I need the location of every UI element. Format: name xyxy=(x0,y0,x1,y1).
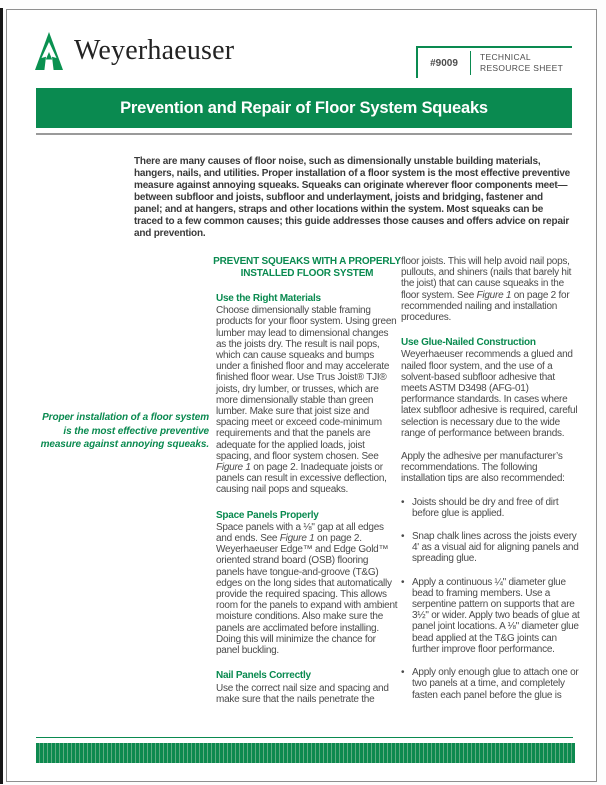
document-page xyxy=(6,9,597,782)
paragraph-adhesive-tips: Apply the adhesive per manufacturer’s recommendations. The following installation tips are also recommended: xyxy=(401,451,565,485)
section-heading: PREVENT SQUEAKS WITH A PROPERLY INSTALLED FLOOR SYSTEM xyxy=(213,256,401,279)
brand-name: Weyerhaeuser xyxy=(74,35,235,66)
bullet-item: • Apply only enough glue to attach one or two panels at a time, and completely fasten each panel before the glue is xyxy=(401,667,583,701)
column-right xyxy=(401,256,583,701)
paragraph-nail-panels-continued: floor joists. This will help avoid nail pops, pullouts, and shiners (nails that barely hit the joist) that can cause squeaks in the floor system. See Figure 1 on page 2 for recommended nailing and installation procedures. xyxy=(401,256,572,324)
footer-stripe-bar xyxy=(36,743,575,763)
banner-rule xyxy=(36,133,572,135)
subheading-space-panels: Space Panels Properly xyxy=(216,509,319,521)
technical-resource-sheet-box xyxy=(416,46,572,78)
page-title: Prevention and Repair of Floor System Squeaks xyxy=(120,98,488,117)
paragraph-glue-nailed: Weyerhaeuser recommends a glued and nailed floor system, and the use of a solvent-based subfloor adhesive that meets ASTM D3498 (AFG-01) performance standards. In cases where latex subfloor adhesive is required, careful selection is necessary due to the wide range of performance between brands. xyxy=(401,349,578,439)
column-left xyxy=(213,256,401,705)
subheading-glue-nailed: Use Glue-Nailed Construction xyxy=(401,337,536,349)
tree-triangle-icon xyxy=(35,32,63,70)
scan-edge xyxy=(0,8,3,784)
bullet-item: • Snap chalk lines across the joists every 4' as a visual aid for aligning panels and spreading glue. xyxy=(401,531,583,565)
doc-number: #9009 xyxy=(430,57,458,69)
paragraph-right-materials: Choose dimensionally stable framing products for your floor system. Using green lumber may lead to dimensional changes as the joists dry. The result is nail pops, which can cause squeaks and bumps under a finished floor and may accelerate finished floor wear. Use Trus Joist® TJI® joists, dry lumber, or trusses, which are more dimensionally stable than green lumber. Make sure that joist size and spacing meet or exceed code-minimum requirements and that the panels are adequate for the applied loads, joist spacing, and floor system chosen. See Figure 1 on page 2. Inadequate joists or panels can result in excessive deflection, causing nail pops and squeaks. xyxy=(216,305,397,496)
weyerhaeuser-logo xyxy=(35,32,234,70)
paragraph-nail-panels: Use the correct nail size and spacing and make sure that the nails penetrate the xyxy=(216,682,389,705)
bullet-list xyxy=(401,497,583,701)
bullet-item: • Joists should be dry and free of dirt before glue is applied. xyxy=(401,497,583,519)
subheading-nail-panels: Nail Panels Correctly xyxy=(216,670,311,682)
pull-quote: Proper installation of a floor system is the most effective preventive measure against annoying squeaks. xyxy=(40,412,209,450)
paragraph-space-panels: Space panels with a ⅛" gap at all edges and ends. See Figure 1 on page 2. Weyerhaeuser Edge™ and Edge Gold™ oriented strand board (OSB) flooring panels have tongue-and-groove (T&G) edges on the long sides that automatically provide the required spacing. This allows room for the panels to expand with ambient moisture conditions. Also make sure the panels are acclimated before installing. Doing this will minimize the chance for panel buckling. xyxy=(216,521,398,657)
subheading-use-right-materials: Use the Right Materials xyxy=(216,293,321,304)
doc-type-line1: TECHNICAL xyxy=(480,52,531,62)
bullet-item: • Apply a continuous ¼" diameter glue bead to framing members. Use a serpentine pattern on supports that are 3½" or wider. Apply two beads of glue at panel joint locations. A ⅛" diameter glue bead applied at the T&G joints can further improve floor performance. xyxy=(401,577,583,655)
footer-rule xyxy=(36,737,573,738)
intro-paragraph: There are many causes of floor noise, such as dimensionally unstable building materials, hangers, nails, and utilities. Proper installation of a floor system is the most effective preventive measure against annoying squeaks. Squeaks can originate wherever floor components meet—between subfloor and joists, subfloor and underlayment, joists and bridging, fastener and panel; and at hangers, straps and other locations within the system. Most squeaks can be traced to a few common causes; this guide addresses those causes and offers advice on repair and prevention. xyxy=(134,156,571,239)
doc-type-line2: RESOURCE SHEET xyxy=(480,63,564,73)
title-banner xyxy=(36,88,572,128)
doc-type xyxy=(471,52,563,74)
